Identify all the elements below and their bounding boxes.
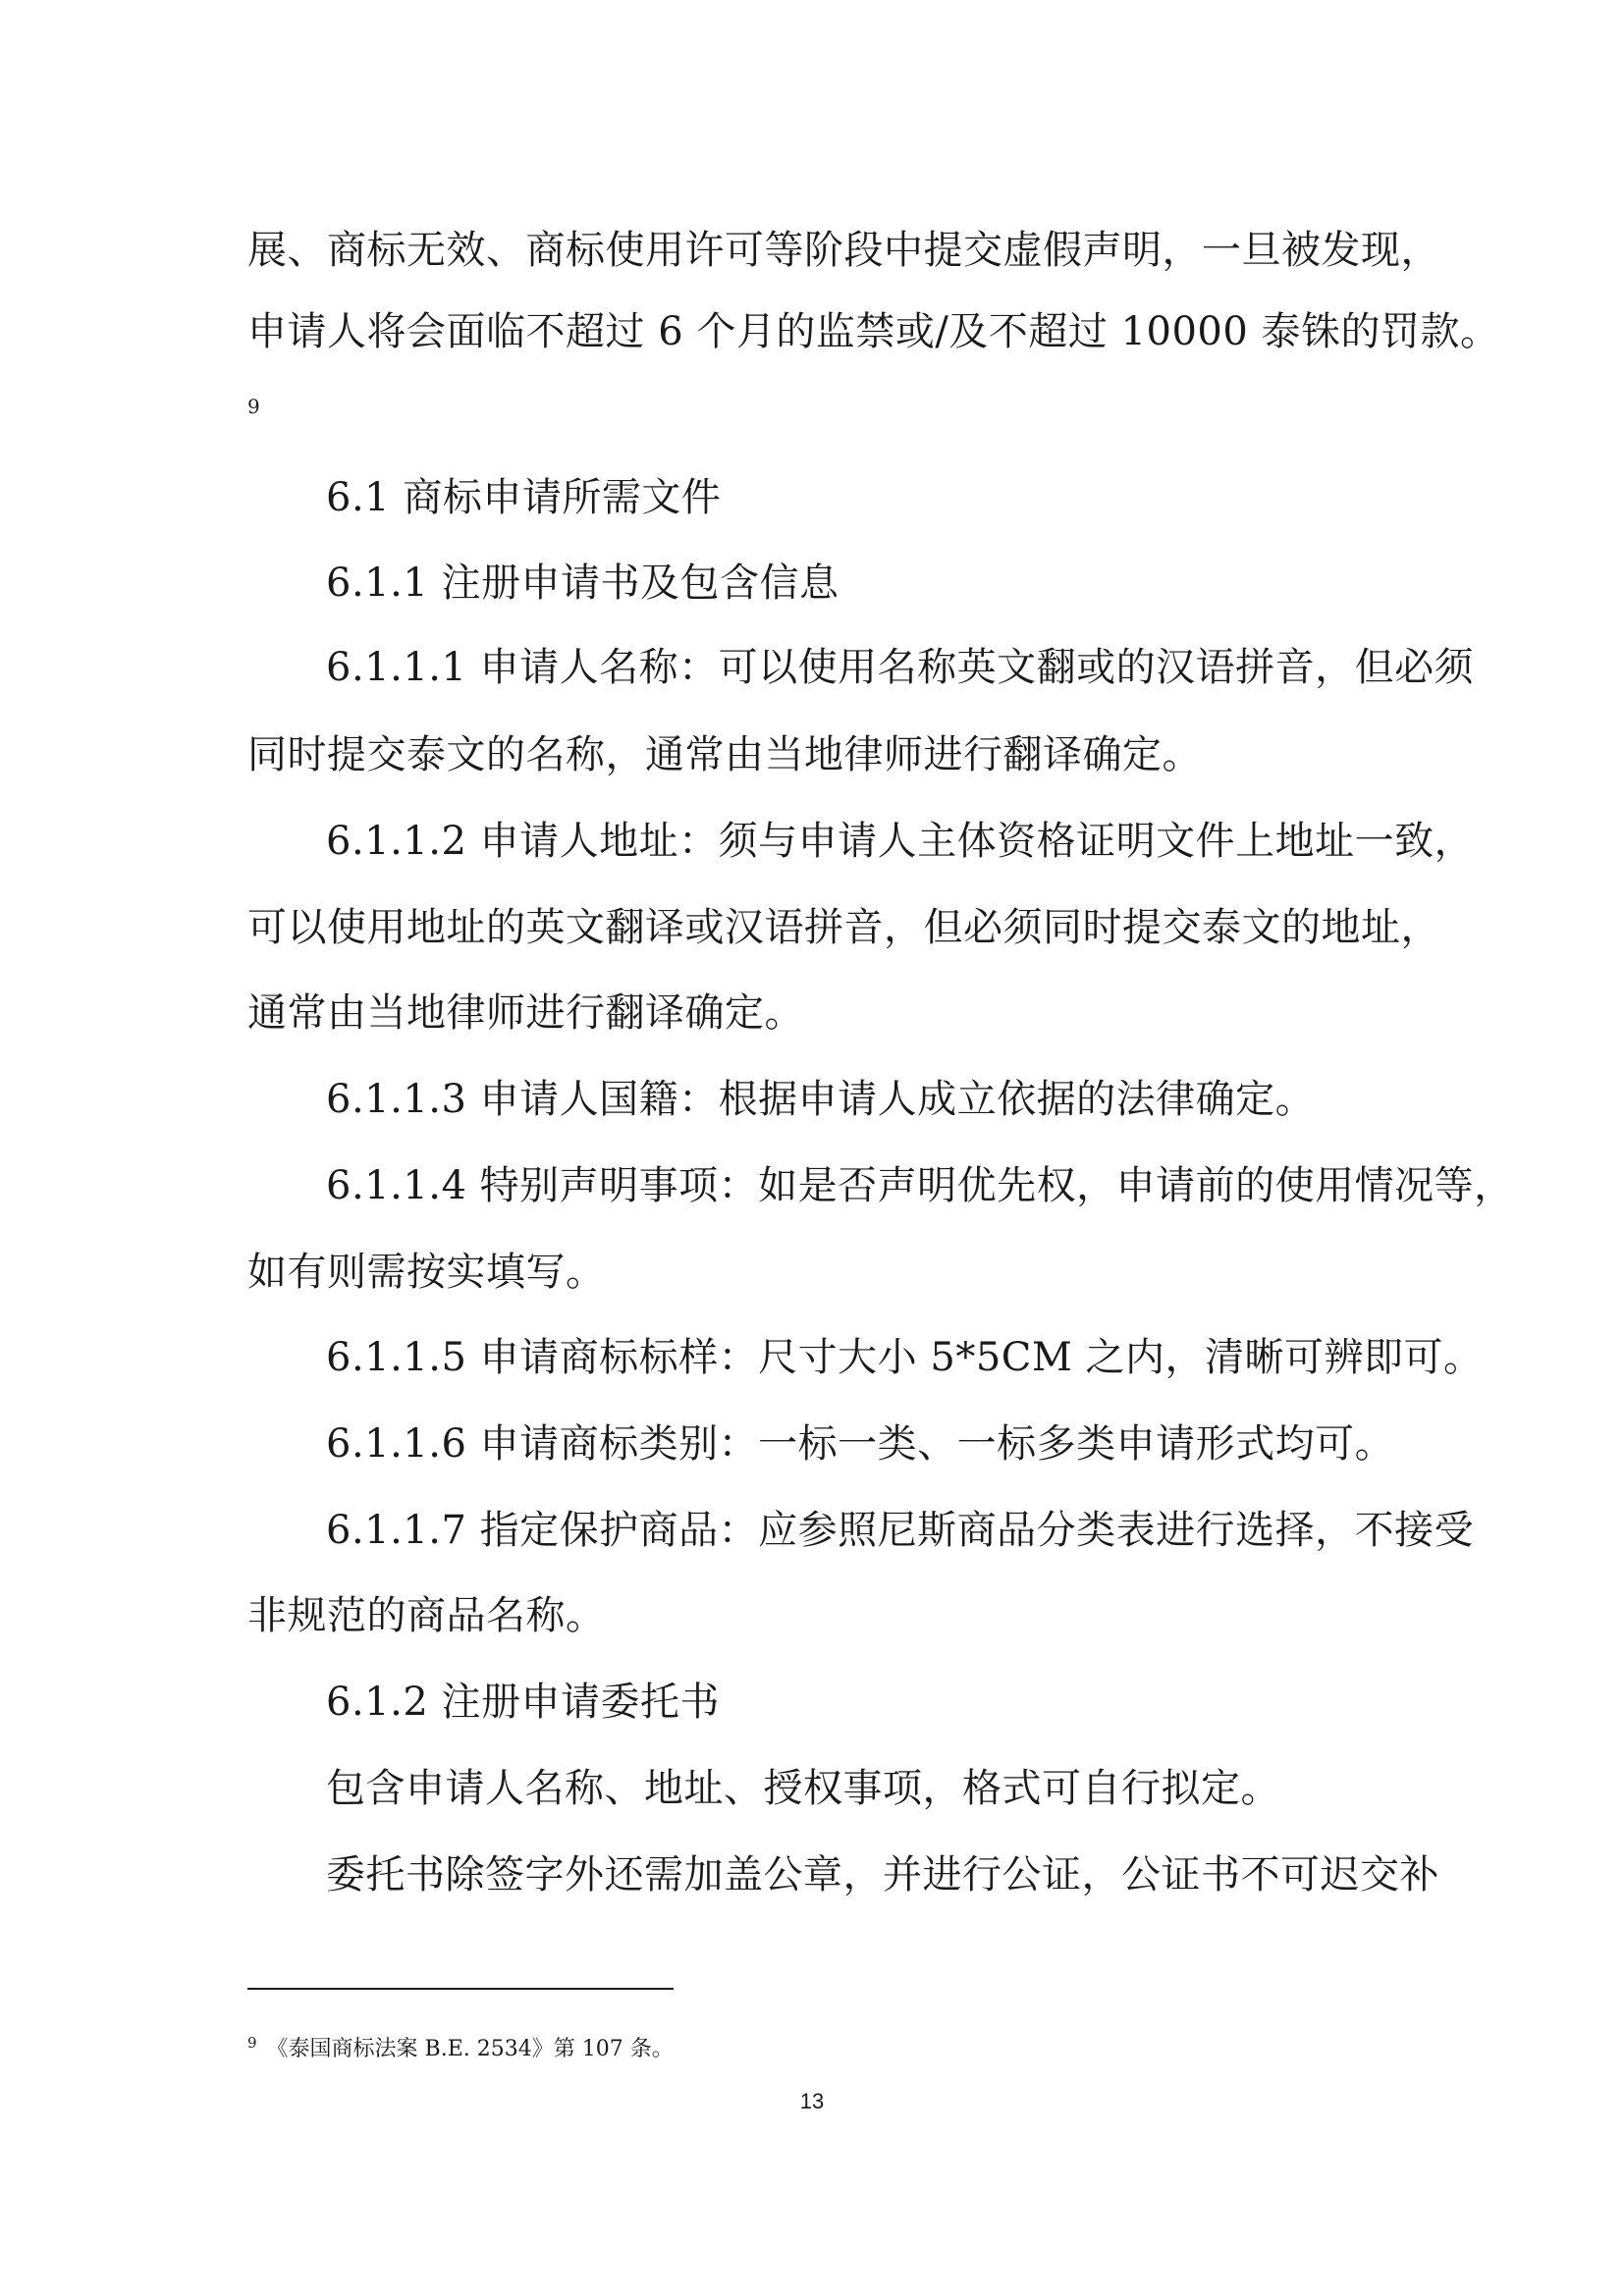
body-text-line: 6.1.1.4 特别声明事项：如是否声明优先权，申请前的使用情况等， — [326, 1163, 1514, 1208]
body-text-line: 委托书除签字外还需加盖公章，并进行公证，公证书不可迟交补 — [326, 1852, 1439, 1897]
footnote-text: 《泰国商标法案 B.E. 2534》第 107 条。 — [266, 2037, 674, 2061]
body-text-line: 6.1.1.2 申请人地址：须与申请人主体资格证明文件上地址一致， — [326, 819, 1475, 864]
footnote-separator — [247, 1988, 674, 1990]
section-heading: 6.1.1 注册申请书及包含信息 — [326, 561, 839, 606]
footnote-marker: 9 — [247, 2034, 257, 2052]
section-heading: 6.1.2 注册申请委托书 — [326, 1680, 720, 1725]
page-number: 13 — [799, 2089, 825, 2113]
body-text-line: 6.1.1.5 申请商标标样：尺寸大小 5*5CM 之内，清晰可辨即可。 — [326, 1335, 1484, 1380]
body-text-line: 6.1.1.3 申请人国籍：根据申请人成立依据的法律确定。 — [326, 1077, 1316, 1122]
section-heading: 6.1 商标申请所需文件 — [326, 475, 722, 520]
footnote — [247, 2028, 674, 2064]
footnote-reference-marker: 9 — [247, 395, 260, 418]
body-text-line: 申请人将会面临不超过 6 个月的监禁或/及不超过 10000 泰铢的罚款。 — [247, 309, 1500, 354]
body-text-line: 如有则需按实填写。 — [247, 1250, 606, 1295]
body-text-line: 可以使用地址的英文翻译或汉语拼音，但必须同时提交泰文的地址， — [247, 905, 1440, 950]
body-text-line: 非规范的商品名称。 — [247, 1593, 606, 1638]
body-text-line: 6.1.1.6 申请商标类别：一标一类、一标多类申请形式均可。 — [326, 1421, 1395, 1467]
body-text-line: 包含申请人名称、地址、授权事项，格式可自行拟定。 — [326, 1766, 1280, 1811]
body-text-line: 展、商标无效、商标使用许可等阶段中提交虚假声明，一旦被发现， — [247, 228, 1440, 273]
body-text-line: 6.1.1.1 申请人名称：可以使用名称英文翻或的汉语拼音，但必须 — [326, 645, 1475, 690]
body-text-line: 同时提交泰文的名称，通常由当地律师进行翻译确定。 — [247, 732, 1202, 777]
body-text-line: 通常由当地律师进行翻译确定。 — [247, 990, 804, 1036]
body-text-line: 6.1.1.7 指定保护商品：应参照尼斯商品分类表进行选择，不接受 — [326, 1508, 1475, 1553]
